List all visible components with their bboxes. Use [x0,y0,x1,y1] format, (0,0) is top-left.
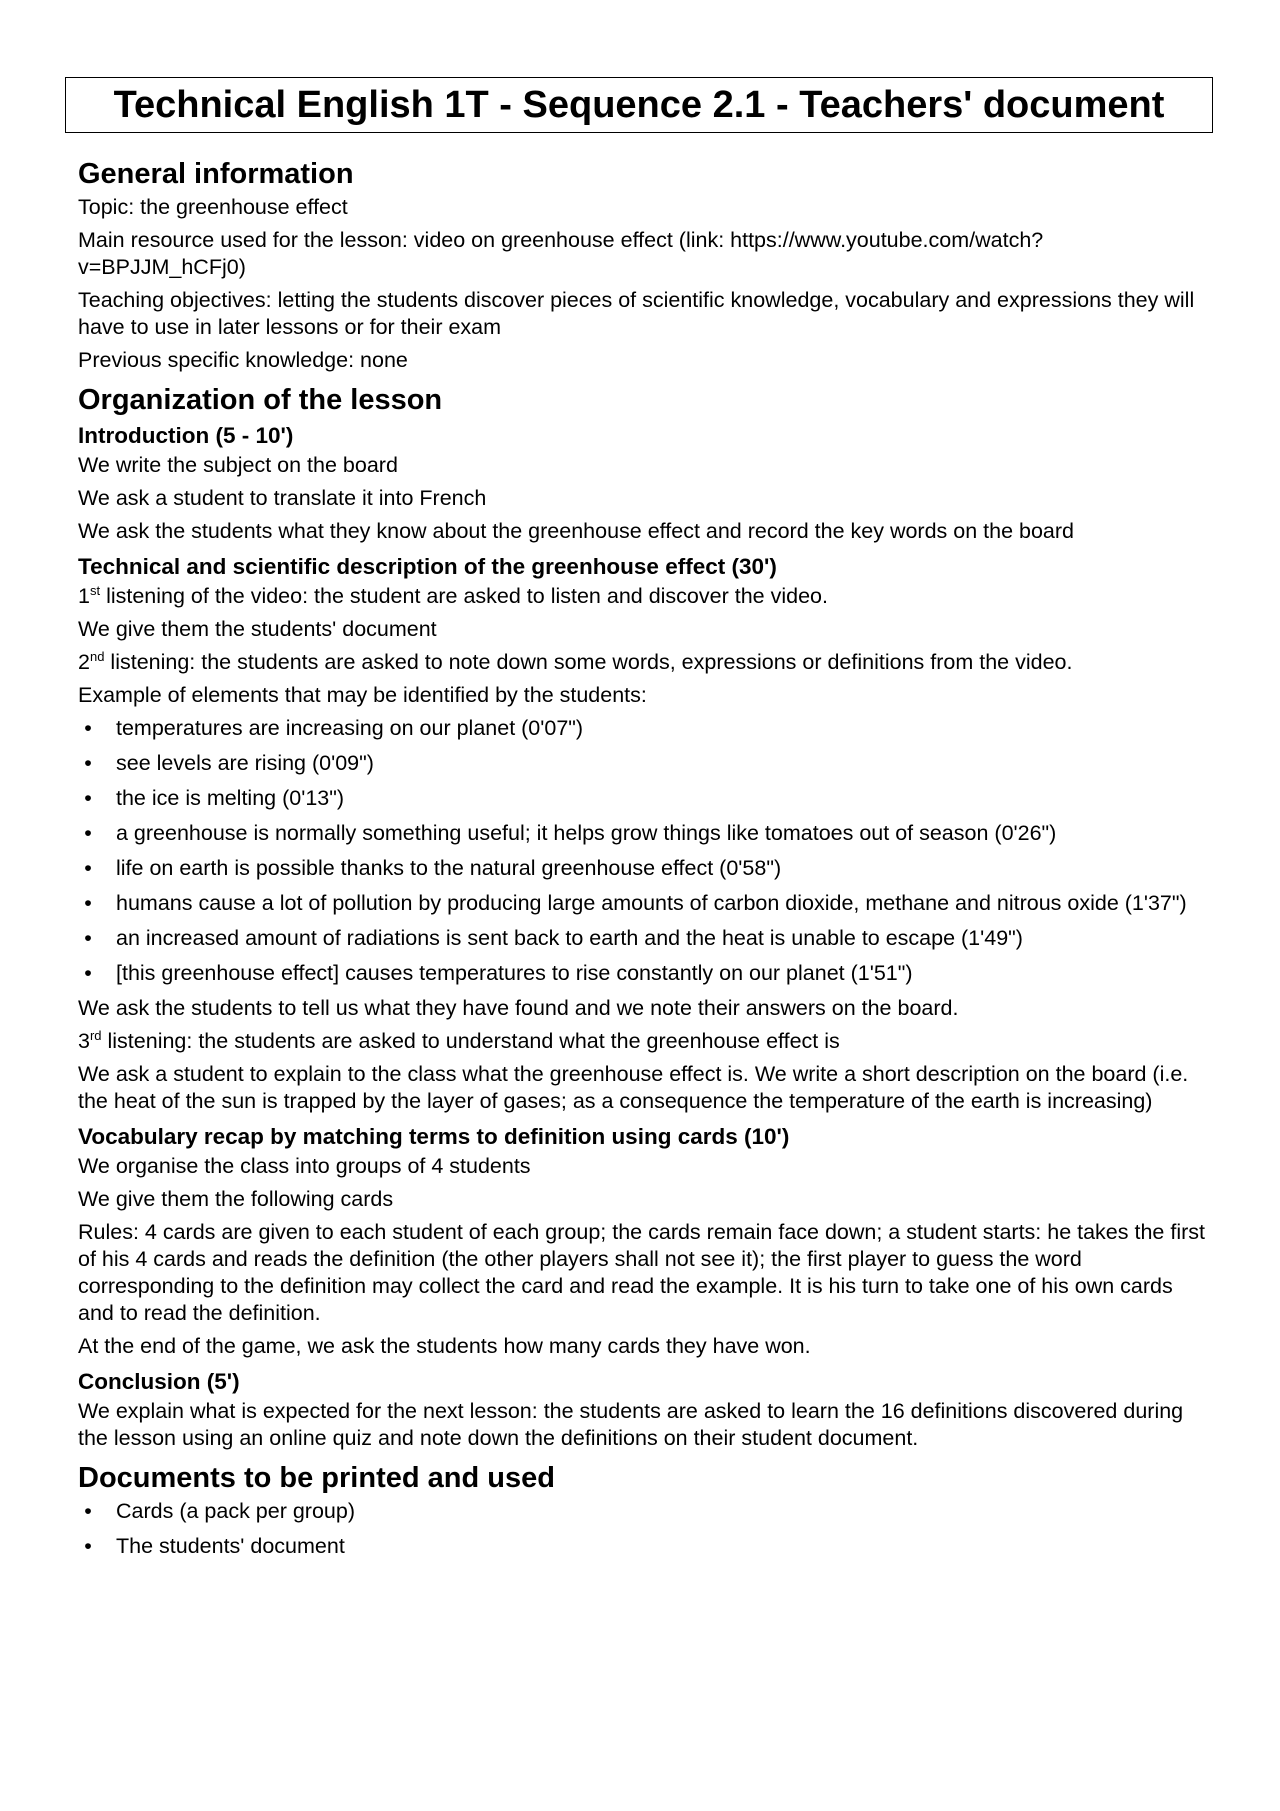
intro-line: We ask the students what they know about the greenhouse effect and record the key words on the board [78,519,1075,543]
objectives-line: Teaching objectives: letting the students discover pieces of scientific knowledge, vocabulary and expressions they will have to use in later lessons or for their exam [78,288,1195,339]
list-item [78,785,1208,812]
list-item-text: a greenhouse is normally something useful; it helps grow things like tomatoes out of season (0'26") [116,821,1057,845]
listening-text: listening: the students are asked to note down some words, expressions or definitions from the video. [104,650,1073,674]
technical-description-heading: Technical and scientific description of the greenhouse effect (30') [78,554,777,579]
intro-line: We ask a student to translate it into French [78,486,487,510]
title-box [65,77,1213,133]
introduction-heading: Introduction (5 - 10') [78,423,294,448]
list-item [78,890,1208,917]
tell-us-line: We ask the students to tell us what they have found and we note their answers on the board. [78,996,959,1020]
conclusion-heading: Conclusion (5') [78,1369,240,1394]
bullet-icon: • [84,856,92,880]
identified-elements-list [78,715,1208,987]
example-line: Example of elements that may be identified by the students: [78,683,647,707]
organization-heading: Organization of the lesson [78,384,443,416]
general-information-heading: General information [78,158,354,190]
first-listening-line [78,583,1208,610]
ordinal-number: 3 [78,1029,90,1053]
ordinal-suffix: st [89,583,101,598]
document-title: Technical English 1T - Sequence 2.1 - Teachers' document [113,83,1165,126]
vocab-line: At the end of the game, we ask the students how many cards they have won. [78,1334,811,1358]
intro-line: We write the subject on the board [78,453,398,477]
documents-heading: Documents to be printed and used [78,1462,555,1494]
resource-line: Main resource used for the lesson: video on greenhouse effect (link: https://www.youtube.com/watch?v=BPJJM_hCFj0) [78,228,1044,279]
list-item-text: Cards (a pack per group) [116,1499,355,1523]
ordinal-number: 1 [78,584,90,608]
list-item-text: The students' document [116,1534,345,1558]
vocab-line: We organise the class into groups of 4 students [78,1154,531,1178]
listening-text: listening: the students are asked to understand what the greenhouse effect is [101,1029,840,1053]
list-item-text: the ice is melting (0'13") [116,786,345,810]
give-document-line: We give them the students' document [78,617,437,641]
vocab-line: We give them the following cards [78,1187,394,1211]
bullet-icon: • [84,891,92,915]
listening-text: listening of the video: the student are asked to listen and discover the video. [100,584,828,608]
list-item [78,960,1208,987]
list-item [78,750,1208,777]
bullet-icon: • [84,786,92,810]
vocabulary-recap-heading: Vocabulary recap by matching terms to definition using cards (10') [78,1124,790,1149]
ordinal-suffix: rd [89,1028,102,1043]
bullet-icon: • [84,1534,92,1558]
list-item [78,925,1208,952]
document-body [78,154,1208,1568]
second-listening-line [78,649,1208,676]
explain-line: We ask a student to explain to the class what the greenhouse effect is. We write a short description on the board (i.e. the heat of the sun is trapped by the layer of gases; as a consequence the temperature of the earth is increasing) [78,1062,1189,1113]
list-item [78,855,1208,882]
list-item [78,1498,1208,1525]
list-item [78,820,1208,847]
third-listening-line [78,1028,1208,1055]
rules-paragraph: Rules: 4 cards are given to each student of each group; the cards remain face down; a student starts: he takes the first of his 4 cards and reads the definition (the other players shall not see it); the first player to guess the word corresponding to the definition may collect the card and read the example. It is his turn to take one of his own cards and to read the definition. [78,1220,1205,1325]
ordinal-number: 2 [78,650,90,674]
bullet-icon: • [84,821,92,845]
list-item-text: see levels are rising (0'09") [116,751,374,775]
list-item-text: [this greenhouse effect] causes temperatures to rise constantly on our planet (1'51") [116,961,913,985]
list-item-text: life on earth is possible thanks to the natural greenhouse effect (0'58") [116,856,782,880]
documents-list [78,1498,1208,1560]
list-item [78,1533,1208,1560]
list-item-text: humans cause a lot of pollution by producing large amounts of carbon dioxide, methane and nitrous oxide (1'37") [116,891,1187,915]
list-item-text: an increased amount of radiations is sent back to earth and the heat is unable to escape (1'49") [116,926,1023,950]
bullet-icon: • [84,716,92,740]
bullet-icon: • [84,751,92,775]
previous-knowledge-line: Previous specific knowledge: none [78,348,408,372]
bullet-icon: • [84,961,92,985]
list-item-text: temperatures are increasing on our planet (0'07") [116,716,584,740]
topic-line: Topic: the greenhouse effect [78,195,348,219]
conclusion-text: We explain what is expected for the next lesson: the students are asked to learn the 16 definitions discovered during the lesson using an online quiz and note down the definitions on their student document. [78,1399,1184,1450]
bullet-icon: • [84,1499,92,1523]
list-item [78,715,1208,742]
ordinal-suffix: nd [89,649,105,664]
bullet-icon: • [84,926,92,950]
